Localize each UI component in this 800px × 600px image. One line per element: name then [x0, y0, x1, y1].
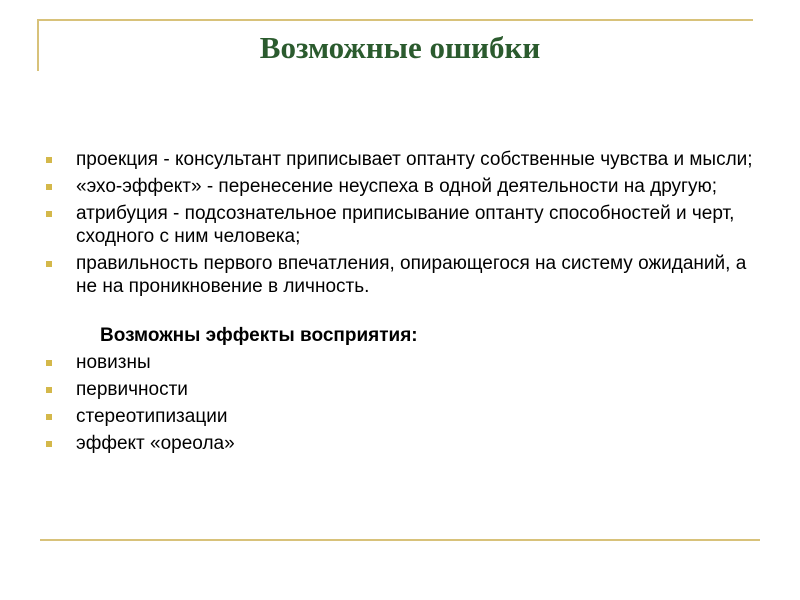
list-item-error-3 — [76, 202, 766, 248]
slide-title: Возможные ошибки — [259, 30, 541, 65]
square-bullet-icon — [46, 414, 52, 420]
list-item-text: стереотипизации — [76, 406, 228, 427]
effects-heading: Возможны эффекты восприятия: — [100, 325, 418, 346]
list-item-text: атрибуция - подсознательное приписывание оптанту способностей и черт, сходного с ним человека; — [76, 203, 735, 247]
list-item-error-2 — [76, 175, 766, 198]
list-item-error-1 — [76, 148, 766, 171]
list-item-text: новизны — [76, 352, 151, 373]
list-item-effect-2 — [76, 378, 766, 401]
square-bullet-icon — [46, 211, 52, 217]
square-bullet-icon — [46, 360, 52, 366]
spacer — [76, 302, 766, 324]
list-item-effect-1 — [76, 351, 766, 374]
square-bullet-icon — [46, 387, 52, 393]
square-bullet-icon — [46, 157, 52, 163]
list-item-text: «эхо-эффект» - перенесение неуспеха в одной деятельности на другую; — [76, 176, 718, 197]
list-item-text: проекция - консультант приписывает оптанту собственные чувства и мысли; — [76, 149, 753, 170]
square-bullet-icon — [46, 261, 52, 267]
square-bullet-icon — [46, 184, 52, 190]
list-item-effect-3 — [76, 405, 766, 428]
slide-content — [76, 148, 766, 459]
square-bullet-icon — [46, 441, 52, 447]
list-item-text: первичности — [76, 379, 188, 400]
top-border-line — [37, 19, 753, 21]
list-item-effect-4 — [76, 432, 766, 455]
list-item-text: эффект «ореола» — [76, 433, 235, 454]
bottom-border-line — [40, 539, 760, 541]
list-item-text: правильность первого впечатления, опирающегося на систему ожиданий, а не на проникновение в личность. — [76, 253, 747, 297]
list-item-error-4 — [76, 252, 766, 298]
